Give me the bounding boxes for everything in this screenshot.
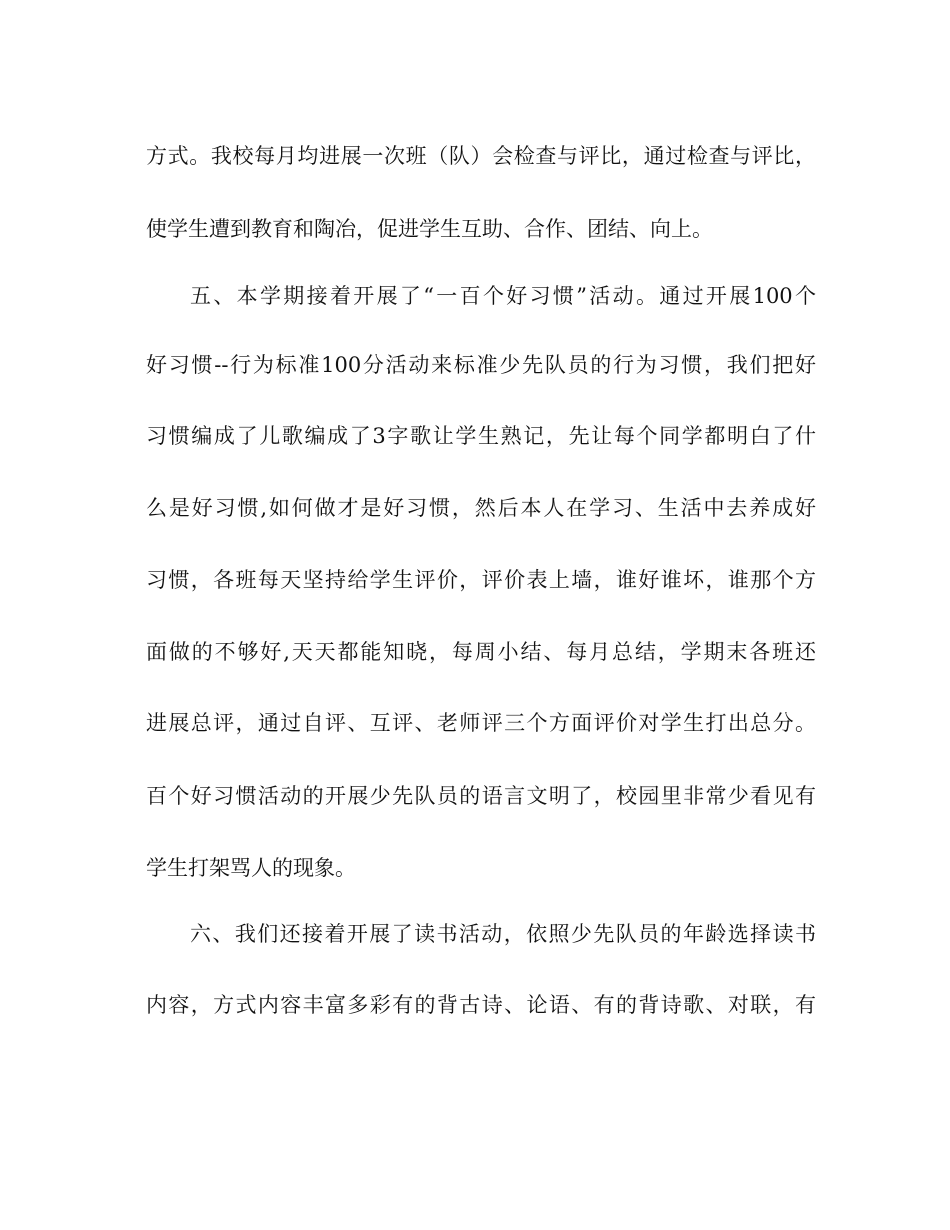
paragraph-line: 面做的不够好,天天都能知晓，每周小结、每月总结，学期末各班还 xyxy=(146,640,816,664)
paragraph-line: 习惯编成了儿歌编成了3字歌让学生熟记，先让每个同学都明白了什 xyxy=(146,424,816,448)
paragraph-line: 进展总评，通过自评、互评、老师评三个方面评价对学生打出总分。 xyxy=(146,711,816,735)
paragraph-line: 方式。我校每月均进展一次班（队）会检查与评比，通过检查与评比， xyxy=(146,144,816,168)
paragraph-line: 五、本学期接着开展了“一百个好习惯”活动。通过开展100个 xyxy=(190,284,816,308)
paragraph-line: 么是好习惯,如何做才是好习惯，然后本人在学习、生活中去养成好 xyxy=(146,496,816,520)
paragraph-line: 学生打架骂人的现象。 xyxy=(146,856,356,880)
paragraph-line: 好习惯--行为标准100分活动来标准少先队员的行为习惯，我们把好 xyxy=(146,353,816,377)
paragraph-line: 百个好习惯活动的开展少先队员的语言文明了，校园里非常少看见有 xyxy=(146,784,816,808)
paragraph-line: 使学生遭到教育和陶冶，促进学生互助、合作、团结、向上。 xyxy=(146,217,713,241)
paragraph-line: 六、我们还接着开展了读书活动，依照少先队员的年龄选择读书 xyxy=(190,922,816,946)
paragraph-line: 内容，方式内容丰富多彩有的背古诗、论语、有的背诗歌、对联，有 xyxy=(146,993,816,1017)
paragraph-line: 习惯，各班每天坚持给学生评价，评价表上墙，谁好谁坏，谁那个方 xyxy=(146,568,816,592)
